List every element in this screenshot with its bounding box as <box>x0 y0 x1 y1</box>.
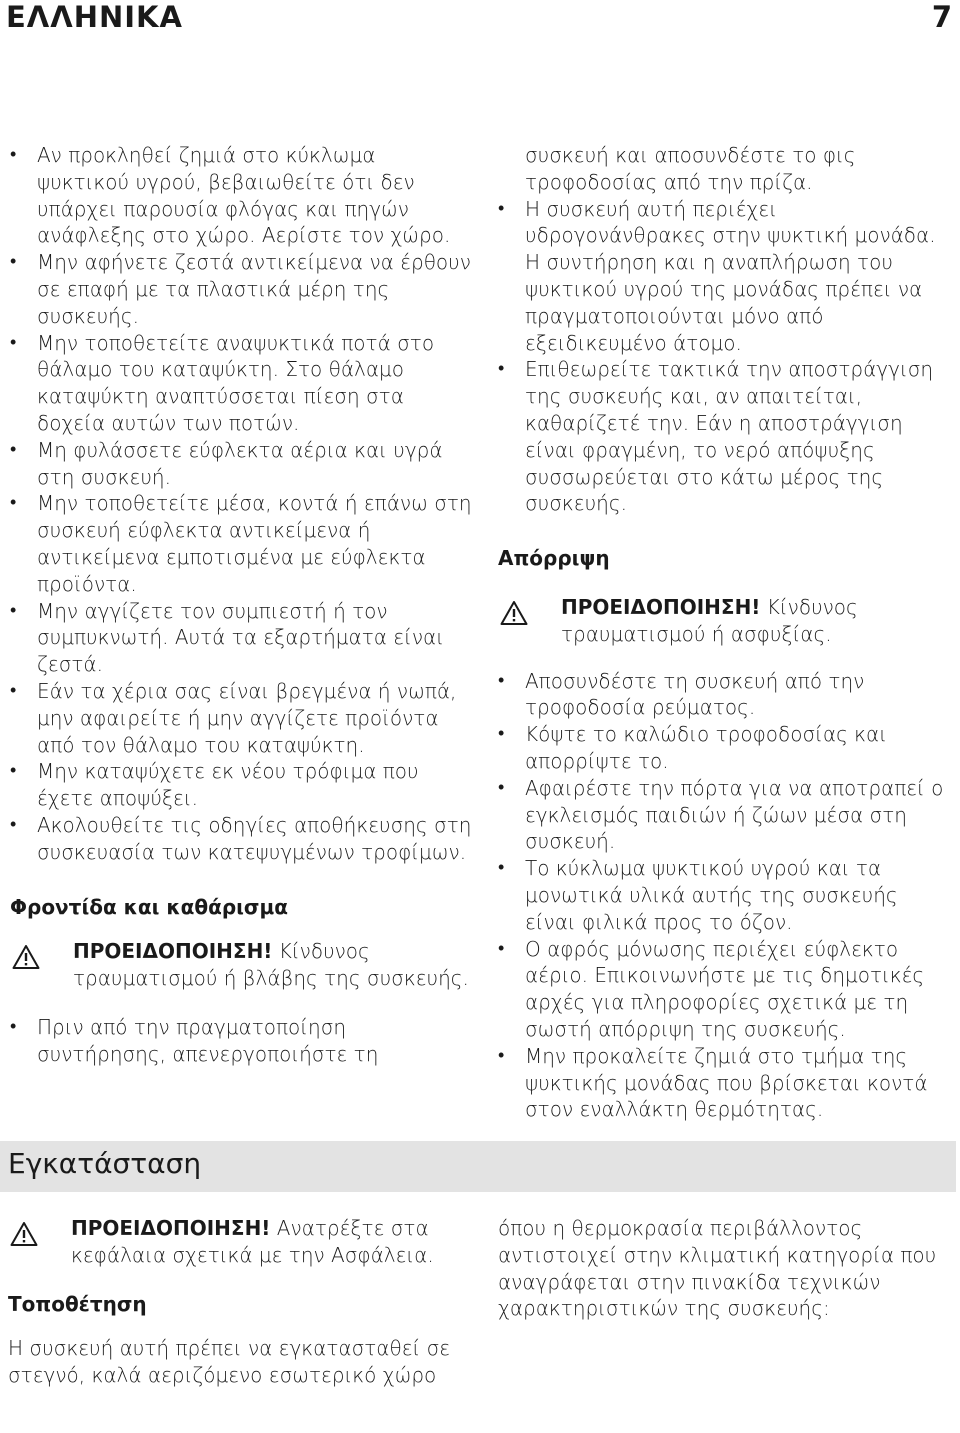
disposal-heading: Απόρριψη <box>498 546 610 571</box>
disposal-warning <box>498 594 953 648</box>
positioning-continued-text: όπου η θερμοκρασία περιβάλλοντος αντιστοιχεί στην κλιματική κατηγορία που αναγράφεται στην πινακίδα τεχνικών χαρακτηριστικών της συσκευής: <box>498 1216 937 1321</box>
installation-title: Εγκατάσταση <box>8 1147 202 1180</box>
care-continued-text: συσκευή και αποσυνδέστε το φις τροφοδοσίας από την πρίζα. <box>525 143 856 194</box>
header-language: ΕΛΛΗΝΙΚΑ <box>6 0 183 34</box>
list-item: • Μη φυλάσσετε εύφλεκτα αέρια και υγρά στη συσκευή. <box>10 437 472 491</box>
list-item: • Αφαιρέστε την πόρτα για να αποτραπεί ο εγκλεισμός παιδιών ή ζώων μέσα στη συσκευή. <box>498 775 953 855</box>
list-item: • Μην τοποθετείτε μέσα, κοντά ή επάνω στη συσκευή εύφλεκτα αντικείμενα ή αντικείμενα εμποτισμένα με εύφλεκτα προϊόντα. <box>10 490 472 597</box>
warning-text: Κίνδυνος τραυματισμού ή ασφυξίας. <box>561 594 858 646</box>
left-column <box>10 142 472 1068</box>
list-item: • Ακολουθείτε τις οδηγίες αποθήκευσης στη συσκευασία των κατεψυγμένων τροφίμων. <box>10 812 472 866</box>
list-item: • Αποσυνδέστε τη συσκευή από την τροφοδοσία ρεύματος. <box>498 668 953 722</box>
care-warning <box>10 938 472 992</box>
list-item: • Επιθεωρείτε τακτικά την αποστράγγιση της συσκευής και, αν απαιτείται, καθαρίζετέ την. Εάν η αποστράγγιση είναι φραγμένη, το νερό απόψυξης συσσωρεύεται στο κάτω μέρος της συσκευής. <box>498 356 953 517</box>
list-item: • Πριν από την πραγματοποίηση συντήρησης, απενεργοποιήστε τη <box>10 1014 472 1068</box>
page-number: 7 <box>931 0 952 34</box>
list-item: • Μην καταψύχετε εκ νέου τρόφιμα που έχετε αποψύξει. <box>10 758 472 812</box>
warning-text: Ανατρέξτε στα κεφάλαια σχετικά με την Ασφάλεια. <box>71 1216 434 1267</box>
warning-text: Κίνδυνος τραυματισμού ή βλάβης της συσκευής. <box>73 939 469 991</box>
warning-triangle-icon <box>500 600 528 626</box>
care-bullet-list-continued <box>498 196 953 518</box>
warning-label: ΠΡΟΕΙΔΟΠΟΙΗΣΗ! <box>71 1216 271 1240</box>
list-item: • Η συσκευή αυτή περιέχει υδρογονάνθρακες στην ψυκτική μονάδα. Η συντήρηση και η αναπλήρωση του ψυκτικού υγρού της μονάδας πρέπει να πραγματοποιούνται μόνο από εξειδικευμένο άτομο. <box>498 196 953 357</box>
right-column <box>498 142 953 1123</box>
disposal-bullet-list <box>498 668 953 1124</box>
list-item: • Εάν τα χέρια σας είναι βρεγμένα ή νωπά, μην αφαιρείτε ή μην αγγίζετε προϊόντα από τον θάλαμο του καταψύκτη. <box>10 678 472 758</box>
warning-label: ΠΡΟΕΙΔΟΠΟΙΗΣΗ! <box>561 594 761 619</box>
installation-right-column <box>498 1215 953 1322</box>
list-item: • Το κύκλωμα ψυκτικού υγρού και τα μονωτικά υλικά αυτής της συσκευής είναι φιλικά προς το όζον. <box>498 855 953 935</box>
care-bullet-list <box>10 1014 472 1068</box>
positioning-text: Η συσκευή αυτή πρέπει να εγκατασταθεί σε στεγνό, καλά αεριζόμενο εσωτερικό χώρο <box>8 1336 451 1388</box>
list-item: • Μην προκαλείτε ζημιά στο τμήμα της ψυκτικής μονάδας που βρίσκεται κοντά στον εναλλάκτη θερμότητας. <box>498 1043 953 1123</box>
list-item: • Μην τοποθετείτε αναψυκτικά ποτά στο θάλαμο του καταψύκτη. Στο θάλαμο καταψύκτη αναπτύσσεται πίεση στα δοχεία αυτών των ποτών. <box>10 330 472 437</box>
list-item: • Μην αγγίζετε τον συμπιεστή ή τον συμπυκνωτή. Αυτά τα εξαρτήματα είναι ζεστά. <box>10 598 472 678</box>
safety-bullet-list <box>10 142 472 866</box>
care-heading: Φροντίδα και καθάρισμα <box>10 894 288 919</box>
warning-triangle-icon <box>10 1221 38 1247</box>
list-item: • Κόψτε το καλώδιο τροφοδοσίας και απορρίψτε το. <box>498 721 953 775</box>
list-item: • Μην αφήνετε ζεστά αντικείμενα να έρθουν σε επαφή με τα πλαστικά μέρη της συσκευής. <box>10 249 472 329</box>
positioning-heading: Τοποθέτηση <box>8 1291 147 1316</box>
installation-warning <box>8 1215 470 1269</box>
list-item: • Ο αφρός μόνωσης περιέχει εύφλεκτο αέριο. Επικοινωνήστε με τις δημοτικές αρχές για πληροφορίες σχετικά με τη σωστή απόρριψη της συσκευής. <box>498 936 953 1043</box>
warning-label: ΠΡΟΕΙΔΟΠΟΙΗΣΗ! <box>73 939 273 964</box>
installation-section-band <box>0 1141 956 1192</box>
list-item: • Αν προκληθεί ζημιά στο κύκλωμα ψυκτικού υγρού, βεβαιωθείτε ότι δεν υπάρχει παρουσία φλόγας και πηγών ανάφλεξης στο χώρο. Αερίστε τον χώρο. <box>10 142 472 249</box>
installation-left-column <box>8 1215 470 1389</box>
warning-triangle-icon <box>12 944 40 970</box>
